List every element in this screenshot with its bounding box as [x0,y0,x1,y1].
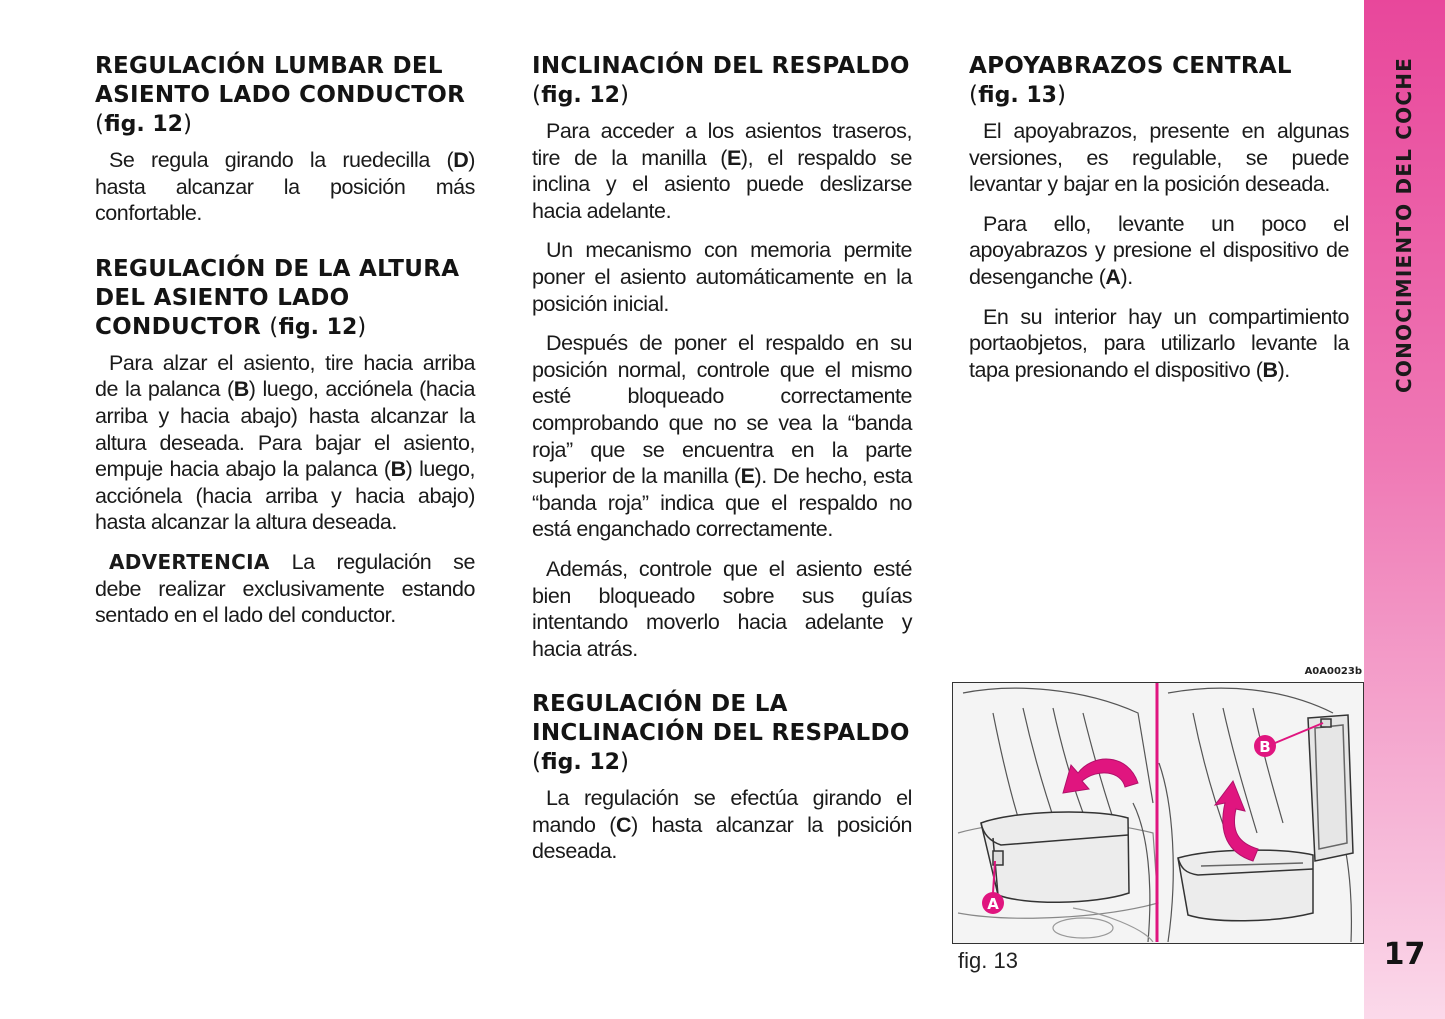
heading-altura: REGULACIÓN DE LA ALTURA DEL ASIENTO LADO CONDUCTOR (fig. 12) [95,255,460,340]
paragraph: Un mecanismo con memoria permite poner el asiento automáticamente en la posición inicial. [532,238,912,316]
paragraph: Después de poner el respaldo en su posición normal, controle que el mismo esté bloqueado correctamente comprobando que no se vea la “banda roja” que se encuentra en la parte superior de la manilla (E). De hecho, esta “banda roja” indica que el respaldo no está enganchado correctamente. [532,331,912,542]
svg-text:B: B [1259,738,1271,756]
paragraph: Además, controle que el asiento esté bien bloqueado sobre sus guías intentando moverlo hacia adelante y hacia atrás. [532,556,912,661]
column-2 [532,52,912,878]
paragraph: Se regula girando la ruedecilla (D) hasta alcanzar la posición más confortable. [95,148,475,226]
fig-reference: fig. 12 [541,750,620,776]
label-a [982,892,1004,914]
paragraph: El apoyabrazos, presente en algunas versiones, es regulable, se puede levantar y bajar en la posición deseada. [969,119,1349,197]
paragraph: Para acceder a los asientos traseros, tire de la manilla (E), el respaldo se inclina y el asiento puede deslizarse hacia adelante. [532,119,912,223]
paragraph: Para alzar el asiento, tire hacia arriba de la palanca (B) luego, acciónela (hacia arriba y hacia abajo) hasta alcanzar la altura deseada. Para bajar el asiento, empuje hacia abajo la palanca (B) luego, acciónela (hacia arriba y hacia abajo) hasta alcanzar la altura deseada. [95,350,475,535]
heading-inclinacion: INCLINACIÓN DEL RESPALDO (fig. 12) [532,53,910,108]
column-1 [95,52,475,642]
fig-reference: fig. 12 [104,112,183,137]
figure-code: A0A0023b [1304,666,1362,677]
fig-reference: fig. 13 [978,83,1057,108]
label-b [1254,735,1276,757]
heading-regulacion-inclinacion: REGULACIÓN DE LA INCLINACIÓN DEL RESPALDO (fig. 12) [532,691,910,776]
fig-reference: fig. 12 [278,314,358,340]
warning-label: ADVERTENCIA [109,549,270,574]
paragraph: Para ello, levante un poco el apoyabrazos y presione el dispositivo de desenganche (A). [969,211,1349,289]
heading-lumbar: REGULACIÓN LUMBAR DEL ASIENTO LADO CONDUCTOR (fig. 12) [95,53,466,137]
svg-text:A: A [987,895,999,913]
warning-paragraph: ADVERTENCIA La regulación se debe realizar exclusivamente estando sentado en el lado del conductor. [95,549,475,628]
paragraph: La regulación se efectúa girando el mando (C) hasta alcanzar la posición deseada. [532,786,912,864]
armrest-illustration [952,682,1364,944]
heading-apoyabrazos: APOYABRAZOS CENTRAL (fig. 13) [969,53,1292,108]
paragraph: En su interior hay un compartimiento portaobjetos, para utilizarlo levante la tapa presionando el dispositivo (B). [969,304,1349,382]
fig-reference: fig. 12 [541,83,620,108]
figure-caption: fig. 13 [958,948,1018,973]
column-3 [969,52,1349,396]
section-title: CONOCIMIENTO DEL COCHE [1392,56,1416,394]
page-number: 17 [1383,937,1426,972]
left-armrest [981,812,1129,902]
